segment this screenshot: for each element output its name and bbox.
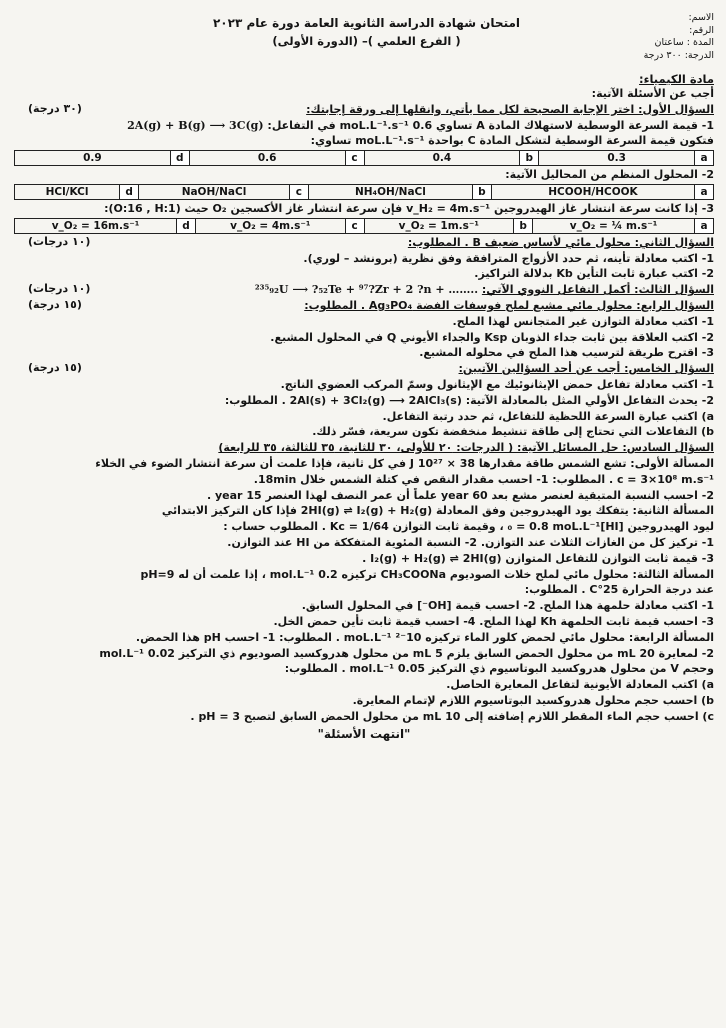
q6-problem3-line: 3- احسب قيمة ثابت الحلمهة Kh لهذا الملح. 4- احسب قيمة ثابت تأين حمض الخل. bbox=[273, 614, 714, 628]
q1-title: السؤال الأول: اختر الإجابة الصحيحة لكل مما يأتي، وانقلها إلى ورقة إجابتك: bbox=[306, 102, 714, 116]
q6-problem2-line: ليود الهيدروجين [HI]₀ = 0.8 moL.L⁻¹ ، وقيمة ثابت التوازن Kc = 1/64 . المطلوب حساب : bbox=[223, 520, 714, 534]
q1-marks: (٣٠ درجة) bbox=[28, 101, 82, 115]
q6-problem4-line: a) اكتب المعادلة الأيونية لتفاعل المعايرة الحاصل. bbox=[446, 678, 714, 692]
q5-marks: (١٥ درجة) bbox=[28, 361, 82, 375]
option-value: 0.3 bbox=[539, 151, 695, 166]
q1-item3-options bbox=[14, 218, 714, 234]
exam-page bbox=[14, 10, 714, 741]
end-of-questions: "انتهت الأسئلة" bbox=[317, 727, 411, 742]
number-label: الرقم: bbox=[689, 24, 714, 36]
q3-formula: ²³⁵₉₂U ⟶ ?₅₂Te + ⁹⁷?Zr + 2 ?n + …….. bbox=[254, 283, 479, 297]
q6-problem2-line: المسألة الثانية: يتفكك يود الهيدروجين وفق المعادلة 2HI(g) ⇌ I₂(g) + H₂(g) فإذا كان التركيز الابتدائي bbox=[161, 504, 714, 518]
q2-title: السؤال الثاني: محلول مائي لأساس ضعيف B . المطلوب: bbox=[407, 235, 714, 249]
option-value: v_O₂ = 4m.s⁻¹ bbox=[196, 218, 346, 233]
q4-item: 3- اقترح طريقة لترسيب هذا الملح في محلوله المشبع. bbox=[419, 346, 714, 360]
q6-problem1-line: c = 3×10⁸ m.s⁻¹ . المطلوب: 1- احسب مقدار النقص في كتلة الشمس خلال 18min. bbox=[253, 472, 714, 486]
option-letter: b bbox=[520, 151, 539, 166]
option-letter: d bbox=[170, 151, 189, 166]
question-5 bbox=[14, 361, 714, 377]
q6-problem2-line: 3- قيمة ثابت التوازن للتفاعل المتوازن I₂(g) + H₂(g) ⇌ 2HI(g) . bbox=[362, 551, 714, 565]
option-value: NaOH/NaCl bbox=[139, 184, 290, 199]
option-value: NH₄OH/NaCl bbox=[308, 184, 472, 199]
q3-title: السؤال الثالث: أكمل التفاعل النووي الآتي: bbox=[481, 283, 714, 297]
option-letter: b bbox=[514, 218, 533, 233]
option-value: v_O₂ = ¼ m.s⁻¹ bbox=[533, 218, 695, 233]
option-letter: c bbox=[345, 151, 364, 166]
q5-item: 2- يحدث التفاعل الأولي المثل بالمعادلة الآتية: 2Al(s) + 3Cl₂(g) ⟶ 2AlCl₃(s) . المطلوب: bbox=[224, 393, 714, 407]
q6-title: السؤال السادس: حل المسائل الآتية: ( الدرجات: ٢٠ للأولى، ٣٠ للثانية، ٣٥ للثالثة، ٣٥ للرابعة) bbox=[218, 441, 714, 455]
question-1 bbox=[14, 102, 714, 118]
q2-marks: (١٠ درجات) bbox=[28, 234, 91, 248]
q4-title: السؤال الرابع: محلول مائي مشبع لملح فوسفات الفضة Ag₃PO₄ . المطلوب: bbox=[304, 298, 714, 312]
exam-titles bbox=[139, 16, 594, 48]
q6-problem4-line: وحجم V من محلول هدروكسيد البوتاسيوم ذي التركيز 0.05 mol.L⁻¹ . المطلوب: bbox=[284, 662, 714, 676]
q1-item1-rate: فتكون قيمة السرعة الوسطية لتشكل المادة C بواحدة moL.L⁻¹.s⁻¹ تساوي: bbox=[310, 134, 714, 148]
option-value: HCl/KCl bbox=[15, 184, 120, 199]
q2-item: 1- اكتب معادلة تأينه، ثم حدد الأزواج المترافقة وفق نظرية (برونشد – لوري). bbox=[303, 251, 714, 265]
option-letter: a bbox=[695, 184, 714, 199]
q4-item: 2- اكتب العلاقة بين ثابت جداء الذوبان Ksp والجداء الأيوني Q في المحلول المشبع. bbox=[270, 330, 714, 344]
duration-label: المدة : ساعتان bbox=[654, 37, 714, 48]
exam-subtitle: ( الفرع العلمي )– (الدورة الأولى) bbox=[272, 34, 461, 48]
q4-item: 1- اكتب معادلة التوازن غير المتجانس لهذا الملح. bbox=[452, 314, 714, 328]
q1-item1-formula: 2A(g) + B(g) ⟶ 3C(g) bbox=[127, 118, 264, 132]
q5-item: b) التفاعلات التي تحتاج إلى طاقة تنشيط منخفضة تكون سريعة، فسّر ذلك. bbox=[312, 425, 714, 439]
q1-item1-options bbox=[14, 150, 714, 166]
subject-title: مادة الكيمياء: bbox=[639, 72, 714, 86]
q3-marks: (١٠ درجات) bbox=[28, 282, 91, 296]
q6-problem3-line: 1- اكتب معادلة حلمهة هذا الملح. 2- احسب قيمة [OH⁻] في المحلول السابق. bbox=[301, 599, 714, 613]
option-value: 0.4 bbox=[364, 151, 520, 166]
option-letter: c bbox=[289, 184, 308, 199]
option-value: HCOOH/HCOOK bbox=[491, 184, 694, 199]
q6-problem4-line: c) احسب حجم الماء المقطر اللازم إضافته إلى 10 mL من محلول الحمض السابق لتصبح pH = 3 . bbox=[190, 709, 714, 723]
q6-problem1-line: 2- احسب النسبة المتبقية لعنصر مشع بعد 60 year علماً أن عمر النصف لهذا العنصر 15 year . bbox=[206, 488, 714, 502]
q6-problem4-line: b) احسب حجم محلول هدروكسيد البوتاسيوم اللازم لإتمام المعايرة. bbox=[352, 693, 714, 707]
q6-problem3-line: المسألة الثالثة: محلول مائي لملح خلات الصوديوم CH₃COONa تركيزه 0.2 mol.L⁻¹ ، إذا علمت أن له pH=9 bbox=[140, 567, 714, 581]
name-label: الاسم: bbox=[688, 12, 714, 23]
q1-item1 bbox=[14, 118, 714, 134]
option-value: v_O₂ = 1m.s⁻¹ bbox=[364, 218, 514, 233]
student-info bbox=[602, 12, 714, 62]
option-letter: b bbox=[472, 184, 491, 199]
q6-problem1-line: المسألة الأولى: تشع الشمس طاقة مقدارها 38 × 10²⁷ J في كل ثانية، فإذا علمت أن سرعة انتشار الضوء في الخلاء bbox=[95, 456, 714, 470]
q1-item2-options bbox=[14, 184, 714, 200]
option-value: 0.9 bbox=[15, 151, 171, 166]
q1-item2-text: 2- المحلول المنظم من المحاليل الآتية: bbox=[505, 168, 714, 182]
q1-item3-text: 3- إذا كانت سرعة انتشار غاز الهيدروجين v_H₂ = 4m.s⁻¹ فإن سرعة انتشار غاز الأكسجين O₂ حيث (O:16 , H:1): bbox=[104, 201, 714, 215]
q3-line bbox=[14, 282, 714, 298]
score-label: الدرجة: ٣٠٠ درجة bbox=[643, 49, 714, 61]
exam-header bbox=[14, 10, 714, 72]
q5-item: 1- اكتب معادلة تفاعل حمض الإيثانوئيك مع الإيثانول وسمّ المركب العضوي الناتج. bbox=[280, 377, 714, 391]
question-2 bbox=[14, 235, 714, 251]
question-3 bbox=[14, 282, 714, 298]
q4-marks: (١٥ درجة) bbox=[28, 297, 82, 311]
q1-item1-text: 1- قيمة السرعة الوسطية لاستهلاك المادة A تساوي 0.6 moL.L⁻¹.s⁻¹ في التفاعل: bbox=[267, 118, 714, 132]
option-letter: d bbox=[120, 184, 139, 199]
option-value: v_O₂ = 16m.s⁻¹ bbox=[15, 218, 177, 233]
q5-title: السؤال الخامس: أجب عن أحد السؤالين الآتيين: bbox=[458, 362, 714, 376]
option-letter: c bbox=[345, 218, 364, 233]
q6-problem4-line: 2- لمعايرة 20 mL من محلول الحمض السابق يلزم 5 mL من محلول هدروكسيد الصوديوم ذي التركيز 0.02 mol.L⁻¹ bbox=[99, 646, 714, 660]
instructions: أجب عن الأسئلة الآتية: bbox=[591, 87, 714, 100]
q6-problem4-line: المسألة الرابعة: محلول مائي لحمض كلور الماء تركيزه 10⁻² moL.L⁻¹ . المطلوب: 1- احسب pH هذا الحمض. bbox=[135, 630, 714, 644]
option-letter: a bbox=[695, 151, 714, 166]
option-letter: d bbox=[177, 218, 196, 233]
option-letter: a bbox=[695, 218, 714, 233]
q6-problem2-line: 1- تركيز كل من الغازات الثلاث عند التوازن. 2- النسبة المئوية المتفككة من HI عند التوازن. bbox=[227, 535, 714, 549]
exam-title: امتحان شهادة الدراسة الثانوية العامة دورة عام ٢٠٢٣ bbox=[212, 16, 521, 30]
q6-problem3-line: عند درجة الحرارة 25°C . المطلوب: bbox=[524, 583, 714, 597]
q5-item: a) اكتب عبارة السرعة اللحظية للتفاعل، ثم حدد رتبة التفاعل. bbox=[382, 409, 714, 423]
question-4 bbox=[14, 298, 714, 314]
q2-item: 2- اكتب عبارة ثابت التأين Kb بدلالة التراكيز. bbox=[474, 267, 714, 281]
option-value: 0.6 bbox=[189, 151, 345, 166]
